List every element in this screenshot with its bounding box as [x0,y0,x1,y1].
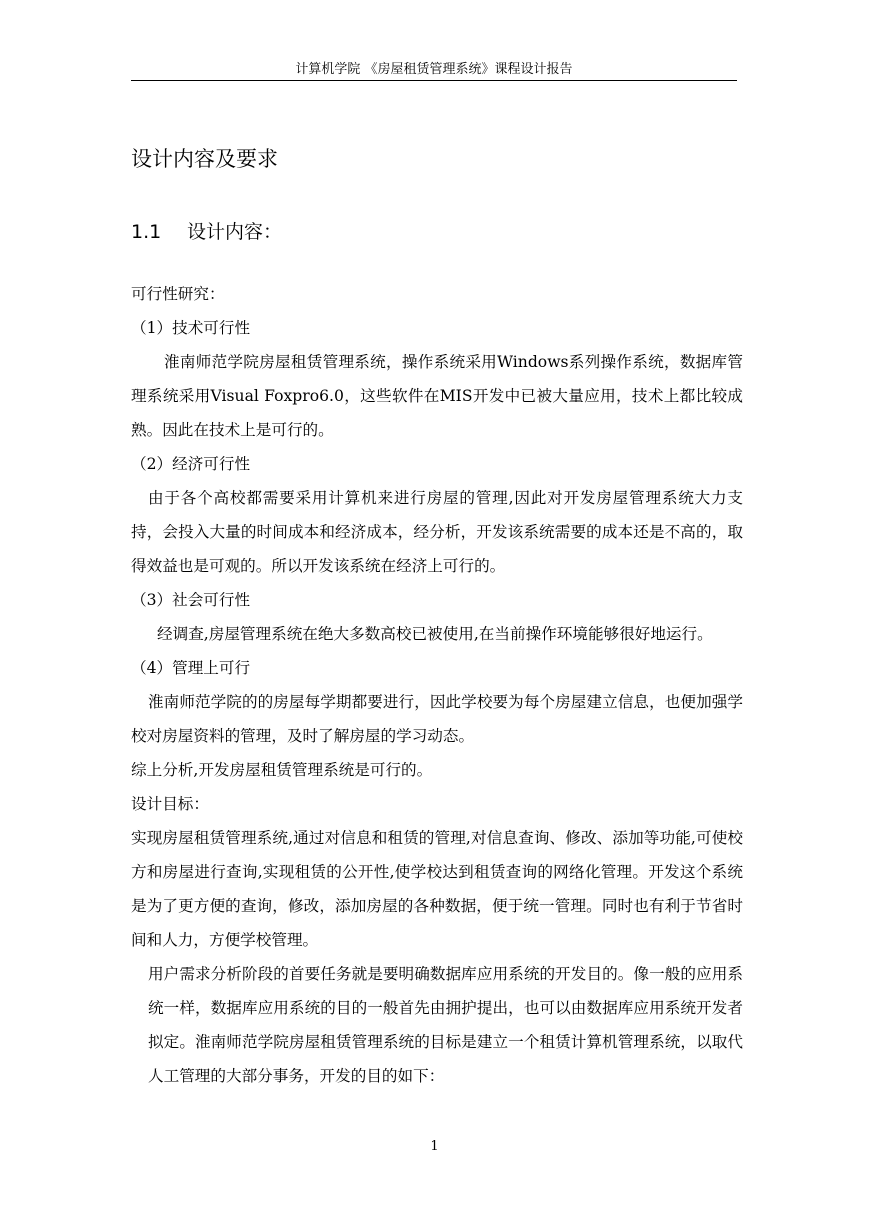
header-rule [131,80,737,81]
paragraph-requirements: 用户需求分析阶段的首要任务就是要明确数据库应用系统的开发目的。像一般的应用系统一样，数据库应用系统的目的一般首先由拥护提出，也可以由数据库应用系统开发者拟定。淮南师范学院房屋租赁管理系统的目标是建立一个租赁计算机管理系统，以取代人工管理的大部分事务，开发的目的如下： [148,965,743,1085]
page-number: 1 [430,1139,439,1154]
running-header: 计算机学院 《房屋租赁管理系统》课程设计报告 [295,62,573,77]
paragraph-management: 淮南师范学院的的房屋每学期都要进行，因此学校要为每个房屋建立信息，也便加强学校对房屋资料的管理，及时了解房屋的学习动态。 [131,693,743,745]
summary-line: 综上分析,开发房屋租赁管理系统是可行的。 [131,761,433,779]
subsection-number: 1.1 [131,221,162,243]
paragraph-design-goal: 实现房屋租赁管理系统,通过对信息和租赁的管理,对信息查询、修改、添加等功能,可使校方和房屋进行查询,实现租赁的公开性,使学校达到租赁查询的网络化管理。开发这个系统是为了更方便的查询，修改，添加房屋的各种数据，便于统一管理。同时也有利于节省时间和人力，方便学校管理。 [131,829,743,949]
subsection-heading [131,218,282,246]
design-goal-label: 设计目标： [131,795,209,813]
paragraph-economic: 由于各个高校都需要采用计算机来进行房屋的管理,因此对开发房屋管理系统大力支持，会投入大量的时间成本和经济成本，经分析，开发该系统需要的成本还是不高的，取得效益也是可观的。所以开发该系统在经济上可行的。 [131,489,743,575]
subsection-title: 设计内容： [187,221,283,243]
feasibility-label: 可行性研究： [131,285,225,303]
section-heading: 设计内容及要求 [131,147,278,171]
item-technical: （1）技术可行性 [131,319,251,337]
item-management: （4）管理上可行 [131,659,251,677]
body-text [131,277,743,1093]
item-economic: （2）经济可行性 [131,455,251,473]
paragraph-social: 经调查,房屋管理系统在绝大多数高校已被使用,在当前操作环境能够很好地运行。 [157,625,713,643]
paragraph-technical: 淮南师范学院房屋租赁管理系统，操作系统采用Windows系列操作系统，数据库管理系统采用Visual Foxpro6.0，这些软件在MIS开发中已被大量应用，技术上都比较成熟。因此在技术上是可行的。 [131,353,743,439]
item-social: （3）社会可行性 [131,591,251,609]
